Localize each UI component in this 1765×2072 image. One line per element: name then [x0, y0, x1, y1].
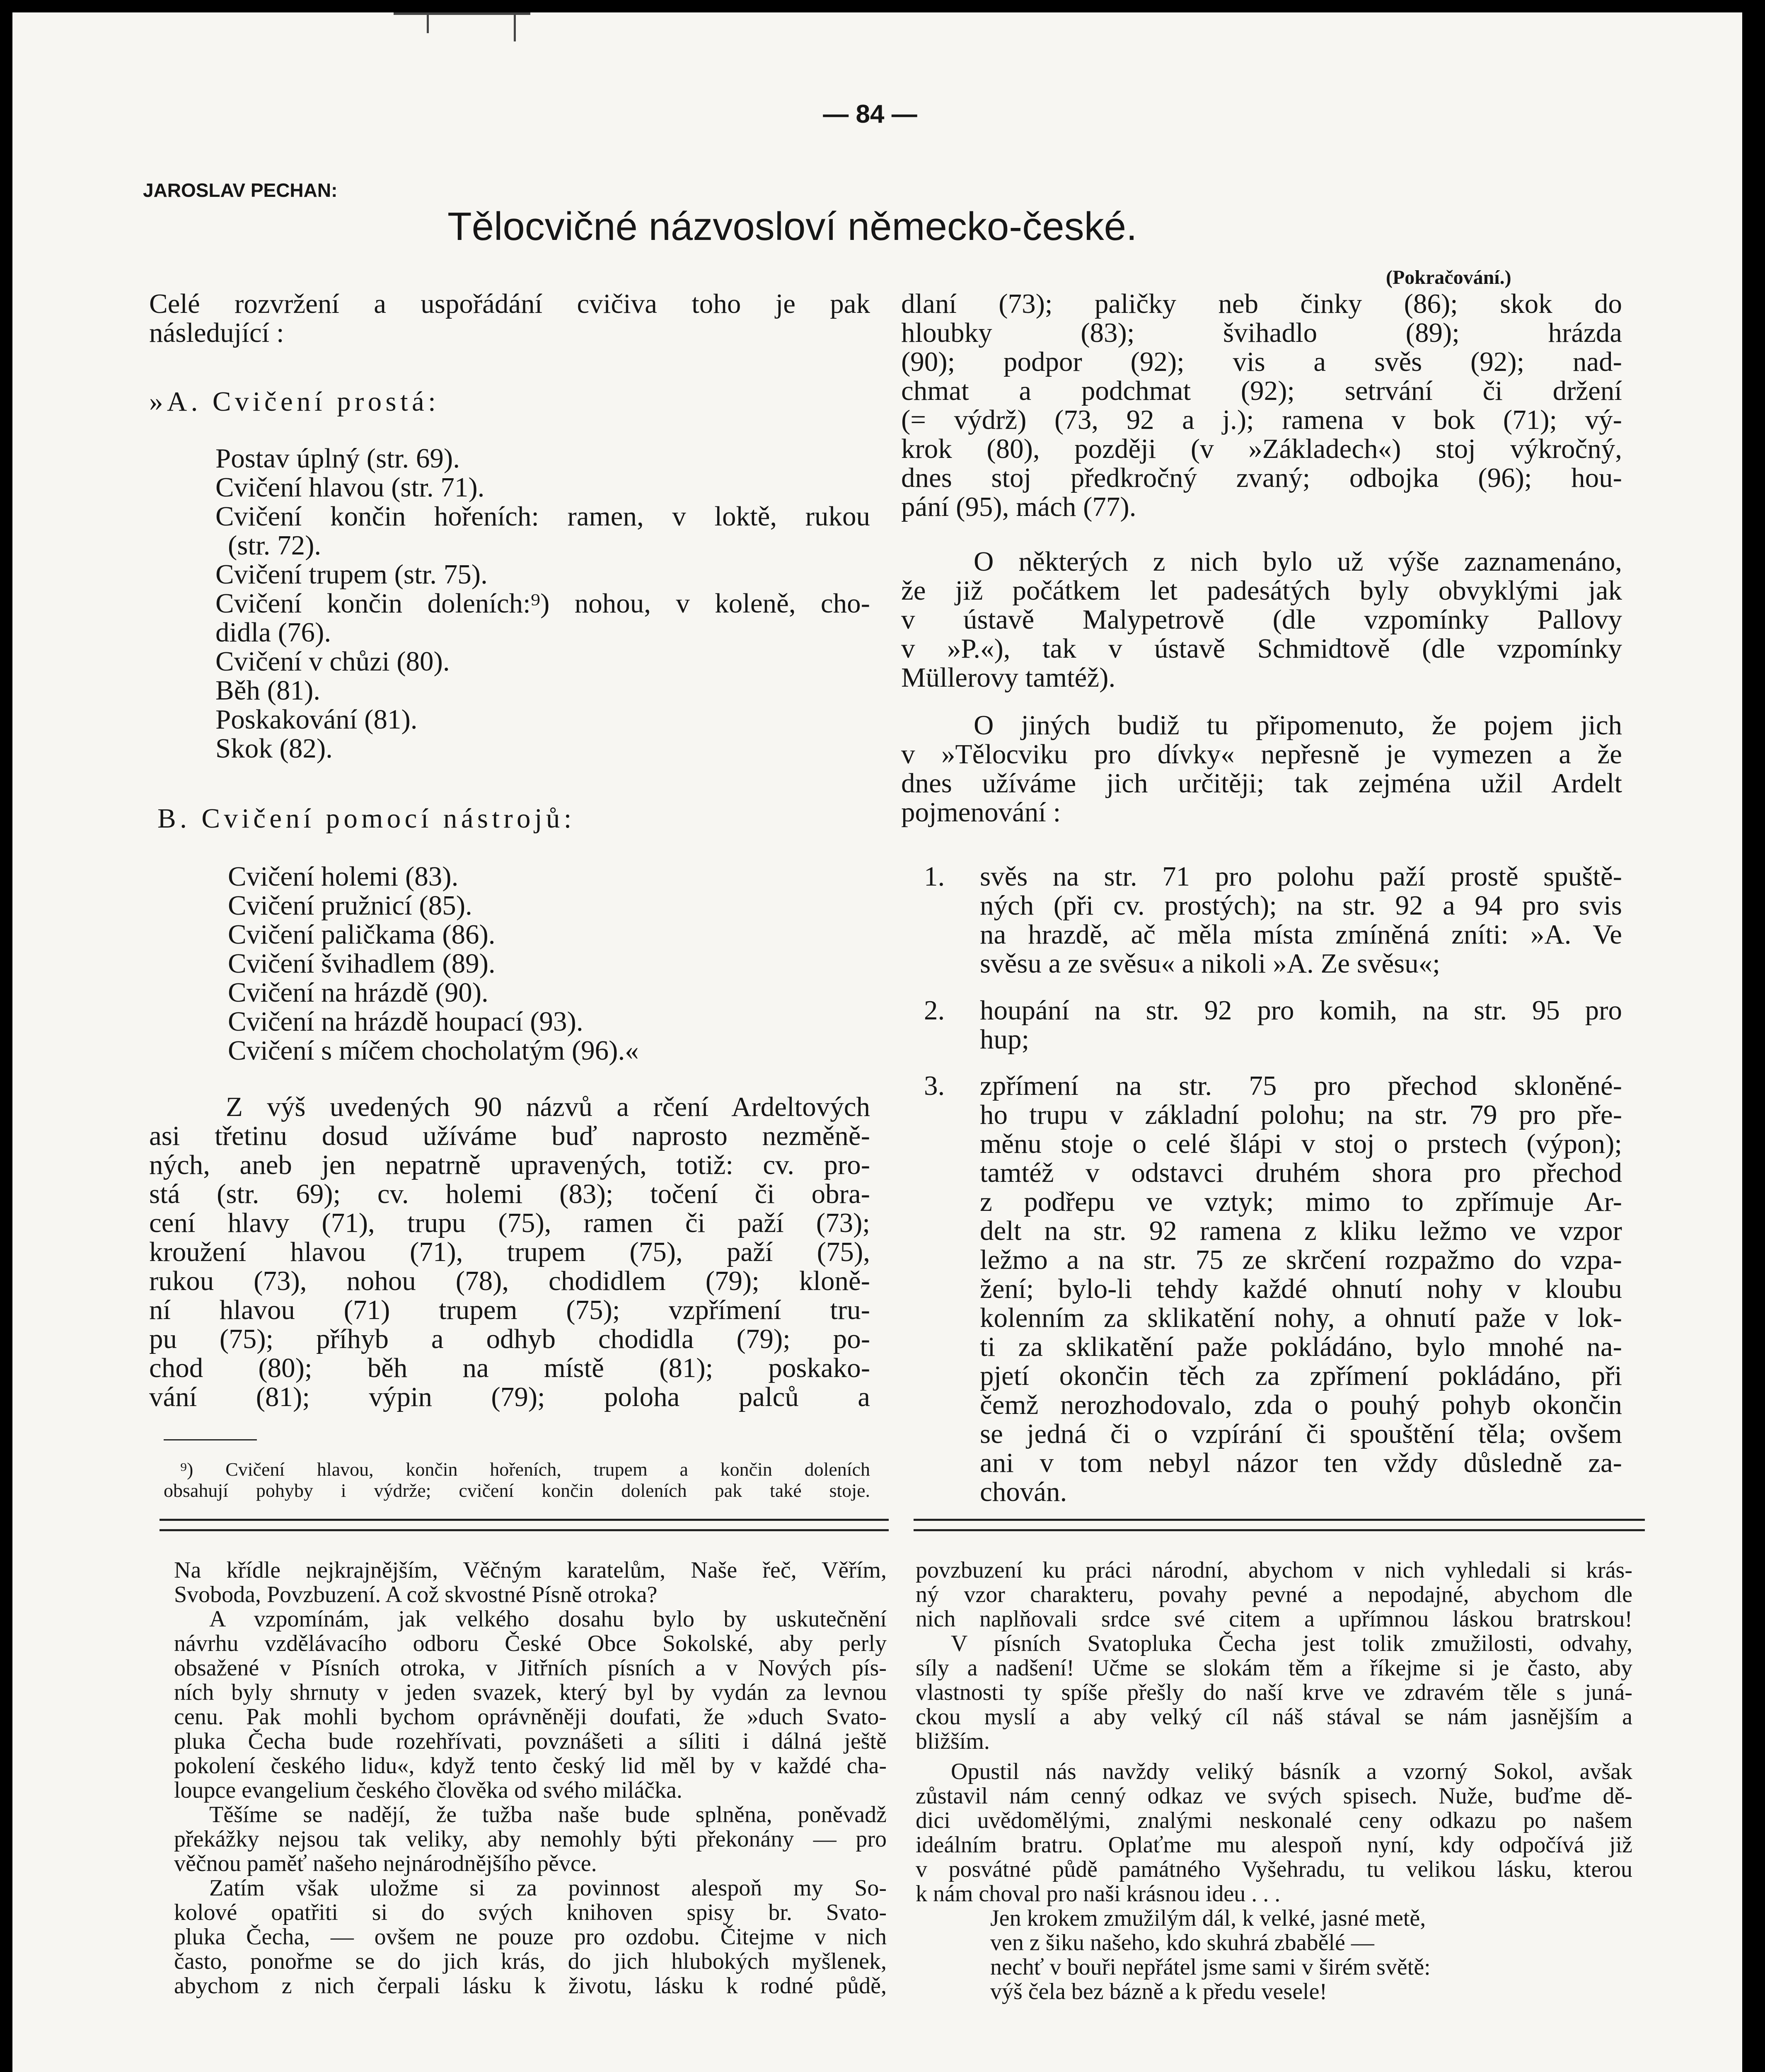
text-line: Na křídle nejkrajnějším, Věčným karatelům, Naše řeč, Věřím,	[174, 1557, 887, 1583]
text-line: síly a nadšení! Učme se slokám těm a říkejme si je často, aby	[916, 1655, 1632, 1681]
text-line: svěsu a ze svěsu« a nikoli »A. Ze svěsu«;	[980, 948, 1440, 979]
text-line: že již počátkem let padesátých byly obvyklými jak	[901, 575, 1622, 606]
text-line: ních byly shrnuty v jeden svazek, který byl by vydán za levnou	[174, 1680, 887, 1705]
right-continuation	[901, 289, 1622, 521]
text-line: pání (95), mách (77).	[901, 491, 1136, 522]
text-line: v »P.«), tak v ústavě Schmidtově (dle vzpomínky	[901, 633, 1622, 664]
text-line: věčnou paměť našeho nejnárodnějšího pěvce.	[174, 1851, 597, 1876]
list-item: Cvičení holemi (83).	[228, 861, 459, 892]
list-item: Cvičení na hrázdě (90).	[228, 977, 488, 1008]
text-line: návrhu vzdělávacího odboru České Obce Sokolské, aby perly	[174, 1631, 887, 1656]
list-item: Cvičení v chůzi (80).	[215, 646, 450, 677]
page	[12, 12, 1742, 2072]
left-column	[149, 289, 870, 347]
text-line: pu (75); příhyb a odhyb chodidla (79); po-	[149, 1324, 870, 1354]
list-item: Poskakování (81).	[215, 704, 418, 735]
text-line: zůstavil nám cenný odkaz ve svých spisech. Nuže, buďme dě-	[916, 1783, 1632, 1809]
separator-left	[160, 1519, 889, 1521]
poem-line: výš čela bez bázně a k předu vesele!	[990, 1979, 1327, 2004]
text-line: ideálním bratru. Oplaťme mu alespoň nyní, kdy odpočívá již	[916, 1832, 1632, 1858]
text-line: pojmenování :	[901, 797, 1061, 828]
section-b-list	[228, 862, 870, 1065]
text-line: se jedná či o vzpírání či spouštění těla; ovšem	[980, 1418, 1622, 1449]
text-line: vlastnosti ty spíše přešly do naší krve ve zdravém těle s juná-	[916, 1680, 1632, 1705]
text-line: vání (81); výpin (79); poloha palců a	[149, 1382, 870, 1412]
text-line: O jiných budiž tu připomenuto, že pojem jich	[974, 710, 1622, 741]
list-item: Cvičení s míčem chocholatým (96).«	[228, 1035, 639, 1066]
text-line: Celé rozvržení a uspořádání cvičiva toho je pak	[149, 288, 870, 319]
separator-left	[160, 1529, 889, 1531]
text-line: žení; bylo-li tehdy každé ohnutí nohy v kloubu	[980, 1273, 1622, 1304]
text-line: pluka Čecha bude rozehřívati, povznášeti a síliti i dálná ještě	[174, 1728, 887, 1754]
text-line: v »Tělocviku pro dívky« nepřesně je vymezen a že	[901, 739, 1622, 770]
text-line: ležmo a na str. 75 ze skrčení rozpažmo do vzpa-	[980, 1244, 1622, 1275]
lower-left-text	[174, 1558, 887, 1998]
text-line: cenu. Pak mohli bychom oprávněněji doufati, že »duch Svato-	[174, 1704, 887, 1730]
footnote-line: ⁹) Cvičení hlavou, končin hořeních, trupem a končin doleních	[180, 1459, 870, 1480]
text-line: V písních Svatopluka Čecha jest tolik zmužilosti, odvahy,	[951, 1631, 1632, 1656]
text-line: ných (při cv. prostých); na str. 92 a 94 pro svis	[980, 890, 1622, 921]
list-item: Postav úplný (str. 69).	[215, 443, 460, 474]
text-line: pjetí okončin těch za zpřímení pokládáno, při	[980, 1360, 1622, 1391]
text-line: chmat a podchmat (92); setrvání či držení	[901, 375, 1622, 406]
text-line: ckou myslí a aby velký cíl náš stával se nám jasnějším a	[916, 1704, 1632, 1730]
text-line: nich naplňovali srdce své citem a upřímnou láskou bratrskou!	[916, 1606, 1632, 1632]
text-line: chován.	[980, 1477, 1067, 1507]
text-line: tamtéž v odstavci druhém shora pro přechod	[980, 1157, 1622, 1188]
text-line: loupce evangelium českého člověka od svého miláčka.	[174, 1777, 682, 1803]
text-line: ho trupu v základní polohu; na str. 79 pro pře-	[980, 1099, 1622, 1130]
list-item-1	[980, 862, 1622, 978]
text-line: (= výdrž) (73, 92 a j.); ramena v bok (71); vý-	[901, 404, 1622, 435]
text-line: A vzpomínám, jak velkého dosahu bylo by uskutečnění	[209, 1606, 887, 1632]
footnote-divider	[164, 1439, 257, 1440]
section-b-heading: B. Cvičení pomocí nástrojů:	[157, 803, 575, 834]
text-line: kolenním za sklikatění nohy, a ohnutí paže v lok-	[980, 1302, 1622, 1333]
list-item: Cvičení končin doleních:⁹) nohou, v koleně, cho-	[215, 588, 870, 619]
text-line: Z výš uvedených 90 názvů a rčení Ardeltových	[226, 1092, 870, 1122]
text-line: povzbuzení ku práci národní, abychom v nich vyhledali si krás-	[916, 1557, 1632, 1583]
text-line: ti za sklikatění paže pokládáno, bylo mnohé na-	[980, 1331, 1622, 1362]
text-line: stá (str. 69); cv. holemi (83); točení či obra-	[149, 1179, 870, 1209]
text-line: z podřepu ve vztyk; mimo to zpřímuje Ar-	[980, 1186, 1622, 1217]
text-line: Těšíme se nadějí, že tužba naše bude splněna, poněvadž	[209, 1802, 887, 1828]
list-item: Cvičení trupem (str. 75).	[215, 559, 488, 590]
text-line: chod (80); běh na místě (81); poskako-	[149, 1353, 870, 1383]
text-line: delt na str. 92 ramena z kliku ležmo ve vzpor	[980, 1215, 1622, 1246]
text-line: svěs na str. 71 pro polohu paží prostě spuště-	[980, 861, 1622, 892]
text-line: obsažené v Písních otroka, v Jitřních písních a v Nových pís-	[174, 1655, 887, 1681]
right-paragraph-2	[901, 547, 1622, 692]
text-line: v ústavě Malypetrově (dle vzpomínky Pallovy	[901, 604, 1622, 635]
text-line: Zatím však uložme si za povinnost alespoň my So-	[209, 1875, 887, 1901]
text-line: bližším.	[916, 1728, 990, 1754]
text-line: kolové opatřiti si do svých knihoven spisy br. Svato-	[174, 1900, 887, 1925]
list-number: 3.	[924, 1070, 945, 1101]
article-title: Tělocvičné názvosloví německo-české.	[447, 204, 1137, 249]
list-item: Skok (82).	[215, 733, 333, 764]
list-number: 2.	[924, 995, 945, 1026]
list-item: Cvičení na hrázdě houpací (93).	[228, 1006, 583, 1037]
poem-line: Jen krokem zmužilým dál, k velké, jasné metě,	[990, 1905, 1426, 1931]
separator-right	[914, 1519, 1645, 1521]
left-paragraph	[149, 1092, 870, 1411]
text-line: překážky nejsou tak veliky, aby nemohly býti překonány — pro	[174, 1826, 887, 1852]
text-line: ných, aneb jen nepatrně upravených, totiž: cv. pro-	[149, 1150, 870, 1180]
text-line: zpřímení na str. 75 pro přechod skloněné-	[980, 1070, 1622, 1101]
text-line: na hrazdě, ač měla místa zmíněná zníti: »A. Ve	[980, 919, 1622, 950]
poem-line: ven z šiku našeho, kdo skuhrá zbabělé —	[990, 1930, 1374, 1956]
list-item: Cvičení hlavou (str. 71).	[215, 472, 485, 503]
text-line: krok (80), později (v »Základech«) stoj výkročný,	[901, 433, 1622, 464]
list-item: (str. 72).	[228, 530, 322, 561]
text-line: dlaní (73); paličky neb činky (86); skok do	[901, 288, 1622, 319]
list-item-2	[980, 996, 1622, 1054]
text-line: měnu stoje o celé šlápi v stoj o prstech (výpon);	[980, 1128, 1622, 1159]
scan-mark-tick	[514, 12, 516, 41]
list-item: didla (76).	[215, 617, 331, 648]
text-line: následující :	[149, 317, 284, 348]
text-line: (90); podpor (92); vis a svěs (92); nad-	[901, 346, 1622, 377]
list-item: Cvičení švihadlem (89).	[228, 948, 496, 979]
section-a-heading: »A. Cvičení prostá:	[149, 386, 440, 417]
text-line: pluka Čecha, — ovšem ne pouze pro ozdobu. Čitejme v nich	[174, 1924, 887, 1950]
text-line: dici uvědomělými, znalými neskonalé ceny odkazu po našem	[916, 1808, 1632, 1833]
footnote	[164, 1459, 870, 1501]
footnote-line: obsahují pohyby i výdrže; cvičení končin doleních pak také stoje.	[164, 1480, 870, 1501]
list-item: Cvičení pružnicí (85).	[228, 890, 472, 921]
text-line: k nám choval pro naši krásnou ideu . . .	[916, 1881, 1281, 1907]
text-line: rukou (73), nohou (78), chodidlem (79); kloně-	[149, 1266, 870, 1296]
text-line: ný vzor charakteru, povahy pevné a nepodajné, abychom dle	[916, 1582, 1632, 1607]
text-line: dnes užíváme jich určitěji; tak zejména užil Ardelt	[901, 768, 1622, 799]
text-line: Opustil nás navždy veliký básník a vzorný Sokol, avšak	[951, 1759, 1632, 1784]
lower-right-text	[916, 1558, 1632, 2004]
text-line: kroužení hlavou (71), trupem (75), paží (75),	[149, 1237, 870, 1267]
separator-right	[914, 1529, 1645, 1531]
page-number: — 84 —	[823, 100, 917, 128]
text-line: hup;	[980, 1024, 1030, 1055]
text-line: houpání na str. 92 pro komih, na str. 95 pro	[980, 995, 1622, 1026]
text-line: často, ponořme se do jich krás, do jich hlubokých myšlenek,	[174, 1949, 887, 1974]
text-line: ní hlavou (71) trupem (75); vzpřímení tru-	[149, 1295, 870, 1325]
text-line: dnes stoj předkročný zvaný; odbojka (96); hou-	[901, 462, 1622, 493]
list-item: Cvičení paličkama (86).	[228, 919, 496, 950]
list-number: 1.	[924, 861, 945, 892]
text-line: asi třetinu dosud užíváme buď naprosto nezměně-	[149, 1121, 870, 1151]
scan-mark-tick	[427, 12, 429, 33]
list-item: Cvičení končin hořeních: ramen, v loktě, rukou	[215, 501, 870, 532]
text-line: O některých z nich bylo už výše zaznamenáno,	[974, 546, 1622, 577]
continuation-note: (Pokračování.)	[1386, 266, 1511, 288]
text-line: Svoboda, Povzbuzení. A což skvostné Písně otroka?	[174, 1582, 658, 1607]
right-paragraph-3	[901, 711, 1622, 827]
text-line: Müllerovy tamtéž).	[901, 662, 1116, 693]
text-line: ani v tom nebyl názor ten vždy důsledně za-	[980, 1447, 1622, 1478]
poem-line: nechť v bouři nepřátel jsme sami v širém světě:	[990, 1954, 1431, 1980]
text-line: hloubky (83); švihadlo (89); hrázda	[901, 317, 1622, 348]
text-line: čemž nerozhodovalo, zda o pouhý pohyb okončin	[980, 1389, 1622, 1420]
text-line: cení hlavy (71), trupu (75), ramen či paží (73);	[149, 1208, 870, 1238]
author-name: JAROSLAV PECHAN:	[143, 179, 338, 201]
text-line: v posvátné půdě památného Vyšehradu, tu velikou lásku, kterou	[916, 1857, 1632, 1882]
section-a-list	[215, 444, 870, 763]
scan-mark-top	[394, 12, 530, 15]
list-item-3	[980, 1071, 1622, 1506]
text-line: abychom z nich čerpali lásku k životu, lásku k rodné půdě,	[174, 1973, 887, 1999]
text-line: pokolení českého lidu«, když tento český lid měl by v každé cha-	[174, 1753, 887, 1779]
list-item: Běh (81).	[215, 675, 321, 706]
